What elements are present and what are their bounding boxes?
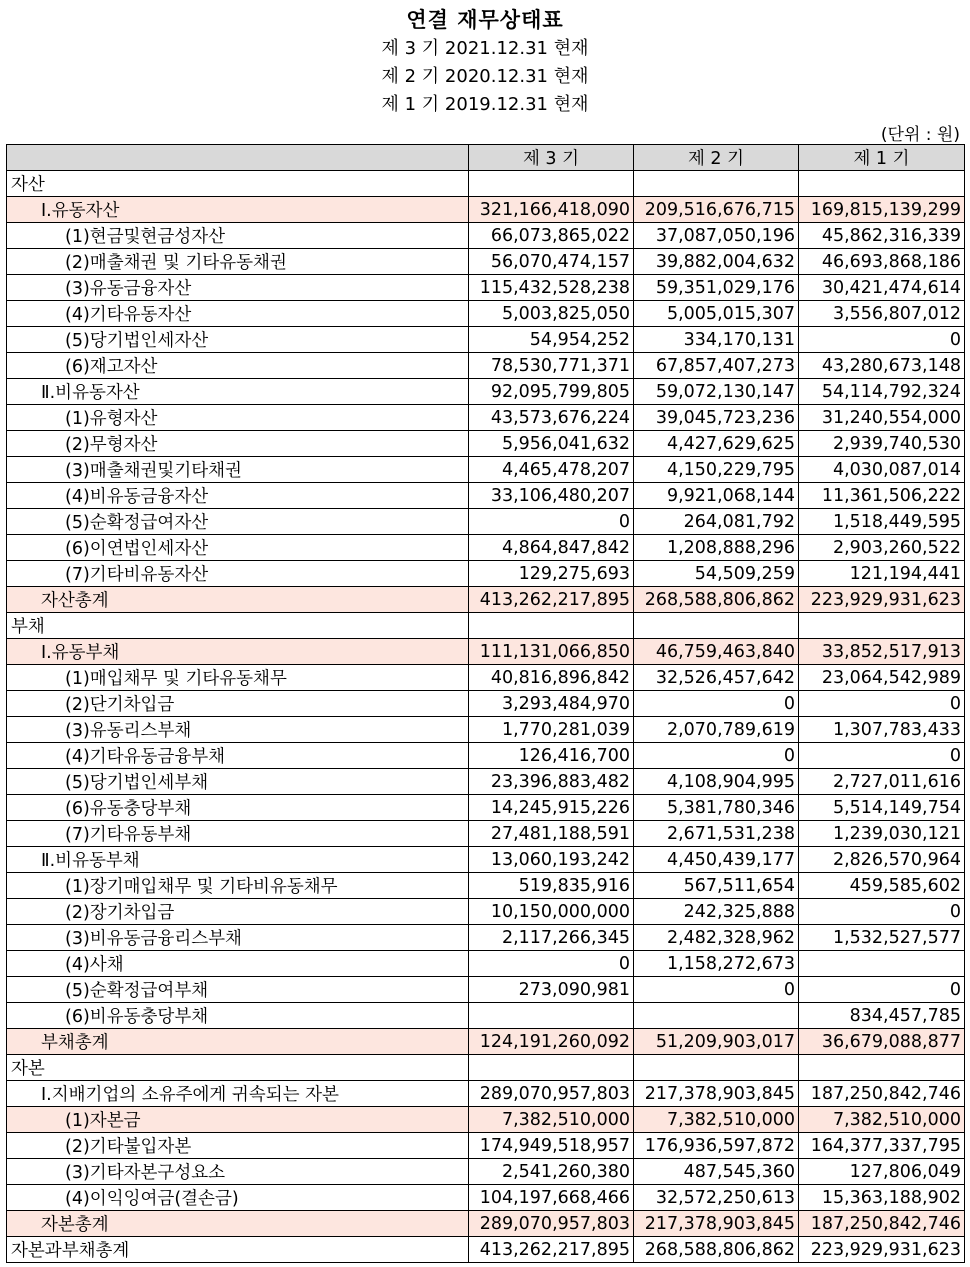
table-row	[7, 1211, 965, 1237]
amount-period-3: 2,117,266,345	[469, 925, 634, 951]
amount-period-2: 217,378,903,845	[634, 1211, 799, 1237]
account-label: (5)당기법인세자산	[7, 327, 469, 353]
amount-period-3: 289,070,957,803	[469, 1211, 634, 1237]
account-label: (1)현금및현금성자산	[7, 223, 469, 249]
account-label: (4)비유동금융자산	[7, 483, 469, 509]
amount-period-2: 32,526,457,642	[634, 665, 799, 691]
amount-period-1: 0	[799, 899, 965, 925]
header-period-1: 제 1 기	[799, 145, 965, 171]
amount-period-1: 30,421,474,614	[799, 275, 965, 301]
amount-period-1: 834,457,785	[799, 1003, 965, 1029]
account-label: (1)장기매입채무 및 기타비유동채무	[7, 873, 469, 899]
table-row	[7, 1237, 965, 1263]
table-row	[7, 197, 965, 223]
account-label: (6)이연법인세자산	[7, 535, 469, 561]
account-label: 자산총계	[7, 587, 469, 613]
table-row	[7, 1185, 965, 1211]
table-row	[7, 743, 965, 769]
amount-period-3: 40,816,896,842	[469, 665, 634, 691]
account-label: (4)기타유동자산	[7, 301, 469, 327]
amount-period-3: 321,166,418,090	[469, 197, 634, 223]
table-row	[7, 951, 965, 977]
amount-period-3: 13,060,193,242	[469, 847, 634, 873]
statement-title: 연결 재무상태표	[406, 8, 564, 32]
amount-period-3: 0	[469, 509, 634, 535]
amount-period-1: 187,250,842,746	[799, 1081, 965, 1107]
amount-period-1: 2,727,011,616	[799, 769, 965, 795]
amount-period-3: 23,396,883,482	[469, 769, 634, 795]
account-label: (3)비유동금융리스부채	[7, 925, 469, 951]
amount-period-1: 164,377,337,795	[799, 1133, 965, 1159]
amount-period-2: 268,588,806,862	[634, 587, 799, 613]
header-period-2: 제 2 기	[634, 145, 799, 171]
amount-period-2: 4,450,439,177	[634, 847, 799, 873]
amount-period-3: 5,003,825,050	[469, 301, 634, 327]
amount-period-2: 5,381,780,346	[634, 795, 799, 821]
amount-period-2: 5,005,015,307	[634, 301, 799, 327]
amount-period-2: 0	[634, 691, 799, 717]
amount-period-3: 111,131,066,850	[469, 639, 634, 665]
account-label: (2)무형자산	[7, 431, 469, 457]
table-row	[7, 249, 965, 275]
table-row	[7, 405, 965, 431]
amount-period-2: 54,509,259	[634, 561, 799, 587]
amount-period-2	[634, 613, 799, 639]
account-label: (3)유동리스부채	[7, 717, 469, 743]
amount-period-1: 31,240,554,000	[799, 405, 965, 431]
account-label: (7)기타비유동자산	[7, 561, 469, 587]
amount-period-1: 223,929,931,623	[799, 1237, 965, 1263]
amount-period-3: 413,262,217,895	[469, 1237, 634, 1263]
amount-period-3: 289,070,957,803	[469, 1081, 634, 1107]
amount-period-2	[634, 1055, 799, 1081]
account-label: (5)당기법인세부채	[7, 769, 469, 795]
amount-period-1: 127,806,049	[799, 1159, 965, 1185]
account-label: 자본과부채총계	[7, 1237, 469, 1263]
amount-period-1: 0	[799, 977, 965, 1003]
account-label: Ⅰ.유동자산	[7, 197, 469, 223]
amount-period-2: 209,516,676,715	[634, 197, 799, 223]
account-label: Ⅱ.비유동부채	[7, 847, 469, 873]
account-label: (3)매출채권및기타채권	[7, 457, 469, 483]
account-label: (4)사채	[7, 951, 469, 977]
account-label: 부채	[7, 613, 469, 639]
table-row	[7, 457, 965, 483]
table-row	[7, 717, 965, 743]
amount-period-1: 1,307,783,433	[799, 717, 965, 743]
table-row	[7, 1159, 965, 1185]
amount-period-2: 9,921,068,144	[634, 483, 799, 509]
account-label: (6)비유동충당부채	[7, 1003, 469, 1029]
amount-period-3: 92,095,799,805	[469, 379, 634, 405]
amount-period-2: 37,087,050,196	[634, 223, 799, 249]
account-label: (3)기타자본구성요소	[7, 1159, 469, 1185]
amount-period-2: 7,382,510,000	[634, 1107, 799, 1133]
account-label: (4)이익잉여금(결손금)	[7, 1185, 469, 1211]
table-row	[7, 821, 965, 847]
period-line-1: 제 1 기 2019.12.31 현재	[381, 94, 589, 115]
table-row	[7, 431, 965, 457]
amount-period-3: 33,106,480,207	[469, 483, 634, 509]
table-row	[7, 379, 965, 405]
table-row	[7, 587, 965, 613]
amount-period-2: 0	[634, 977, 799, 1003]
table-row	[7, 847, 965, 873]
table-row	[7, 769, 965, 795]
amount-period-3: 413,262,217,895	[469, 587, 634, 613]
amount-period-3: 124,191,260,092	[469, 1029, 634, 1055]
table-row	[7, 899, 965, 925]
amount-period-2: 264,081,792	[634, 509, 799, 535]
amount-period-1: 3,556,807,012	[799, 301, 965, 327]
account-label: (6)유동충당부채	[7, 795, 469, 821]
table-row	[7, 1081, 965, 1107]
table-row	[7, 977, 965, 1003]
amount-period-3: 4,465,478,207	[469, 457, 634, 483]
amount-period-2: 4,108,904,995	[634, 769, 799, 795]
amount-period-1: 169,815,139,299	[799, 197, 965, 223]
amount-period-1: 33,852,517,913	[799, 639, 965, 665]
table-row	[7, 665, 965, 691]
table-row	[7, 639, 965, 665]
amount-period-3: 54,954,252	[469, 327, 634, 353]
account-label: (5)순확정급여부채	[7, 977, 469, 1003]
header-period-3: 제 3 기	[469, 145, 634, 171]
amount-period-1: 2,903,260,522	[799, 535, 965, 561]
account-label: (2)기타불입자본	[7, 1133, 469, 1159]
table-row	[7, 483, 965, 509]
table-row	[7, 691, 965, 717]
amount-period-2: 2,482,328,962	[634, 925, 799, 951]
amount-period-1: 0	[799, 743, 965, 769]
account-label: (1)유형자산	[7, 405, 469, 431]
account-label: 자본총계	[7, 1211, 469, 1237]
table-row	[7, 613, 965, 639]
amount-period-2: 2,671,531,238	[634, 821, 799, 847]
amount-period-2: 217,378,903,845	[634, 1081, 799, 1107]
table-row	[7, 925, 965, 951]
amount-period-2: 59,072,130,147	[634, 379, 799, 405]
amount-period-2: 4,427,629,625	[634, 431, 799, 457]
amount-period-2: 567,511,654	[634, 873, 799, 899]
amount-period-2: 1,208,888,296	[634, 535, 799, 561]
amount-period-2: 242,325,888	[634, 899, 799, 925]
amount-period-3: 10,150,000,000	[469, 899, 634, 925]
account-label: 자산	[7, 171, 469, 197]
account-label: (3)유동금융자산	[7, 275, 469, 301]
account-label: 부채총계	[7, 1029, 469, 1055]
amount-period-3: 5,956,041,632	[469, 431, 634, 457]
amount-period-1: 23,064,542,989	[799, 665, 965, 691]
amount-period-3: 3,293,484,970	[469, 691, 634, 717]
amount-period-2	[634, 1003, 799, 1029]
amount-period-2: 4,150,229,795	[634, 457, 799, 483]
amount-period-1: 45,862,316,339	[799, 223, 965, 249]
table-row	[7, 171, 965, 197]
amount-period-3	[469, 613, 634, 639]
amount-period-3	[469, 1003, 634, 1029]
amount-period-3: 115,432,528,238	[469, 275, 634, 301]
amount-period-3: 104,197,668,466	[469, 1185, 634, 1211]
amount-period-2: 46,759,463,840	[634, 639, 799, 665]
table-row	[7, 873, 965, 899]
amount-period-3: 43,573,676,224	[469, 405, 634, 431]
table-row	[7, 1133, 965, 1159]
amount-period-2: 2,070,789,619	[634, 717, 799, 743]
table-row	[7, 1029, 965, 1055]
amount-period-3: 4,864,847,842	[469, 535, 634, 561]
amount-period-1: 43,280,673,148	[799, 353, 965, 379]
amount-period-3: 56,070,474,157	[469, 249, 634, 275]
account-label: 자본	[7, 1055, 469, 1081]
amount-period-1: 1,518,449,595	[799, 509, 965, 535]
table-row	[7, 1107, 965, 1133]
amount-period-3: 129,275,693	[469, 561, 634, 587]
amount-period-1: 7,382,510,000	[799, 1107, 965, 1133]
table-row	[7, 535, 965, 561]
amount-period-3: 174,949,518,957	[469, 1133, 634, 1159]
amount-period-1	[799, 171, 965, 197]
amount-period-1: 46,693,868,186	[799, 249, 965, 275]
amount-period-2: 176,936,597,872	[634, 1133, 799, 1159]
table-body	[7, 171, 965, 1263]
amount-period-2: 1,158,272,673	[634, 951, 799, 977]
period-line-2: 제 2 기 2020.12.31 현재	[381, 66, 589, 87]
amount-period-3: 66,073,865,022	[469, 223, 634, 249]
amount-period-3: 78,530,771,371	[469, 353, 634, 379]
amount-period-3: 27,481,188,591	[469, 821, 634, 847]
amount-period-1: 459,585,602	[799, 873, 965, 899]
amount-period-3	[469, 1055, 634, 1081]
amount-period-1: 1,532,527,577	[799, 925, 965, 951]
balance-sheet-table	[6, 144, 965, 1263]
table-row	[7, 795, 965, 821]
amount-period-3: 7,382,510,000	[469, 1107, 634, 1133]
amount-period-1	[799, 951, 965, 977]
amount-period-1: 0	[799, 327, 965, 353]
amount-period-2: 39,882,004,632	[634, 249, 799, 275]
amount-period-2: 487,545,360	[634, 1159, 799, 1185]
account-label: (1)자본금	[7, 1107, 469, 1133]
amount-period-3: 519,835,916	[469, 873, 634, 899]
amount-period-3	[469, 171, 634, 197]
amount-period-2: 268,588,806,862	[634, 1237, 799, 1263]
amount-period-2: 39,045,723,236	[634, 405, 799, 431]
table-row	[7, 301, 965, 327]
amount-period-1: 36,679,088,877	[799, 1029, 965, 1055]
account-label: (5)순확정급여자산	[7, 509, 469, 535]
amount-period-2: 51,209,903,017	[634, 1029, 799, 1055]
amount-period-1: 5,514,149,754	[799, 795, 965, 821]
table-row	[7, 1055, 965, 1081]
account-label: Ⅱ.비유동자산	[7, 379, 469, 405]
amount-period-2	[634, 171, 799, 197]
amount-period-3: 273,090,981	[469, 977, 634, 1003]
amount-period-1: 2,826,570,964	[799, 847, 965, 873]
table-row	[7, 223, 965, 249]
amount-period-2: 67,857,407,273	[634, 353, 799, 379]
amount-period-3: 14,245,915,226	[469, 795, 634, 821]
account-label: Ⅰ.지배기업의 소유주에게 귀속되는 자본	[7, 1081, 469, 1107]
amount-period-1: 15,363,188,902	[799, 1185, 965, 1211]
unit-label: (단위 : 원)	[880, 125, 960, 145]
amount-period-1	[799, 613, 965, 639]
amount-period-2: 0	[634, 743, 799, 769]
account-label: (1)매입채무 및 기타유동채무	[7, 665, 469, 691]
table-header-row	[7, 145, 965, 171]
amount-period-1: 2,939,740,530	[799, 431, 965, 457]
amount-period-1	[799, 1055, 965, 1081]
amount-period-1: 121,194,441	[799, 561, 965, 587]
table-row	[7, 353, 965, 379]
account-label: (7)기타유동부채	[7, 821, 469, 847]
amount-period-1: 54,114,792,324	[799, 379, 965, 405]
amount-period-3: 126,416,700	[469, 743, 634, 769]
amount-period-3: 2,541,260,380	[469, 1159, 634, 1185]
account-label: Ⅰ.유동부채	[7, 639, 469, 665]
account-label: (4)기타유동금융부채	[7, 743, 469, 769]
account-label: (6)재고자산	[7, 353, 469, 379]
table-row	[7, 561, 965, 587]
amount-period-3: 1,770,281,039	[469, 717, 634, 743]
period-line-3: 제 3 기 2021.12.31 현재	[381, 38, 589, 59]
table-row	[7, 275, 965, 301]
amount-period-1: 0	[799, 691, 965, 717]
amount-period-3: 0	[469, 951, 634, 977]
amount-period-1: 1,239,030,121	[799, 821, 965, 847]
amount-period-2: 334,170,131	[634, 327, 799, 353]
account-label: (2)매출채권 및 기타유동채권	[7, 249, 469, 275]
amount-period-2: 59,351,029,176	[634, 275, 799, 301]
table-row	[7, 1003, 965, 1029]
table-row	[7, 509, 965, 535]
account-label: (2)단기차입금	[7, 691, 469, 717]
table-row	[7, 327, 965, 353]
account-label: (2)장기차입금	[7, 899, 469, 925]
amount-period-1: 4,030,087,014	[799, 457, 965, 483]
header-account	[7, 145, 469, 171]
amount-period-1: 187,250,842,746	[799, 1211, 965, 1237]
amount-period-1: 11,361,506,222	[799, 483, 965, 509]
amount-period-2: 32,572,250,613	[634, 1185, 799, 1211]
amount-period-1: 223,929,931,623	[799, 587, 965, 613]
